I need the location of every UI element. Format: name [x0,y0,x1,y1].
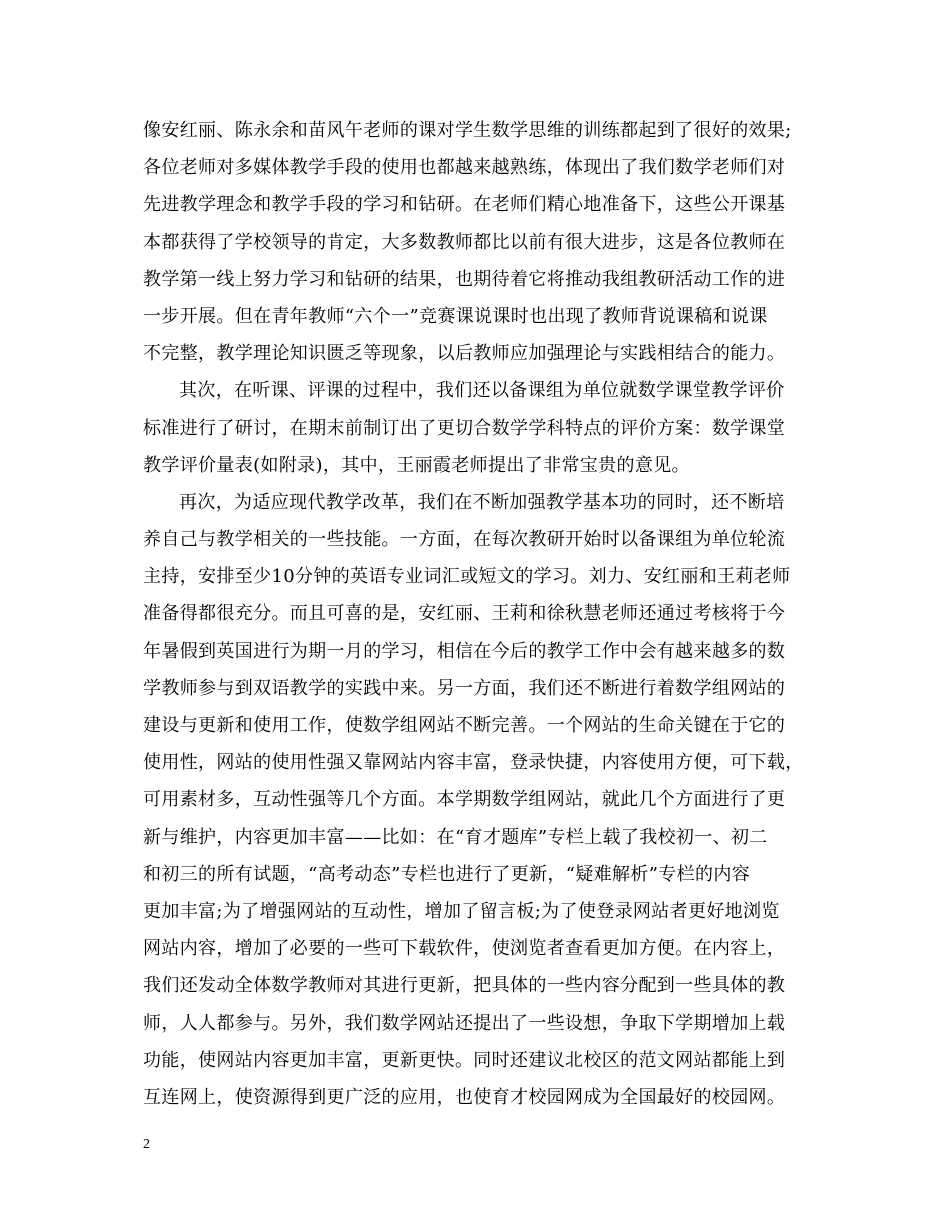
text-line: 网站内容，增加了必要的一些可下载软件，使浏览者查看更加方便。在内容上， [143,938,786,960]
text-line: 教学第一线上努力学习和钻研的结果，也期待着它将推动我组教研活动工作的进 [143,268,786,290]
text-line: 各位老师对多媒体教学手段的使用也都越来越熟练，体现出了我们数学老师们对 [143,157,786,179]
text-line: 我们还发动全体数学教师对其进行更新，把具体的一些内容分配到一些具体的教 [143,975,786,997]
text-line: 像安红丽、陈永余和苗风午老师的课对学生数学思维的训练都起到了很好的效果; [143,120,792,141]
text-line: 主持，安排至少10分钟的英语专业词汇或短文的学习。刘力、安红丽和王莉老师 [143,566,791,588]
page-number: 2 [143,1137,150,1152]
paragraph-first-line: 其次，在听课、评课的过程中，我们还以备课组为单位就数学课堂教学评价 [179,380,785,402]
body-text [143,112,813,1116]
text-line: 不完整，教学理论知识匮乏等现象，以后教师应加强理论与实践相结合的能力。 [143,343,786,365]
text-line: 更加丰富;为了增强网站的互动性，增加了留言板;为了使登录网站者更好地浏览 [143,900,780,922]
text-line: 养自己与教学相关的一些技能。一方面，在每次教研开始时以备课组为单位轮流 [143,529,786,551]
text-line: 建设与更新和使用工作，使数学组网站不断完善。一个网站的生命关键在于它的 [143,715,786,736]
text-line: 和初三的所有试题，“高考动态”专栏也进行了更新，“疑难解析”专栏的内容 [143,863,751,885]
text-line: 一步开展。但在青年教师“六个一”竞赛课说课时也出现了教师背说课稿和说课 [143,305,768,327]
text-line: 先进教学理念和教学手段的学习和钻研。在老师们精心地准备下，这些公开课基 [143,194,786,216]
text-line: 教学评价量表(如附录)，其中，王丽霞老师提出了非常宝贵的意见。 [143,454,690,476]
text-line: 准备得都很充分。而且可喜的是，安红丽、王莉和徐秋慧老师还通过考核将于今 [143,603,786,625]
text-line: 可用素材多，互动性强等几个方面。本学期数学组网站，就此几个方面进行了更 [143,789,786,811]
text-line: 新与维护，内容更加丰富——比如：在“育才题库”专栏上载了我校初一、初二 [143,826,768,848]
text-line: 师，人人都参与。另外，我们数学网站还提出了一些设想，争取下学期增加上载 [143,1012,786,1034]
text-line: 学教师参与到双语教学的实践中来。另一方面，我们还不断进行着数学组网站的 [143,677,786,699]
text-line: 互连网上，使资源得到更广泛的应用，也使育才校园网成为全国最好的校园网。 [143,1086,786,1108]
text-line: 年暑假到英国进行为期一月的学习，相信在今后的教学工作中会有越来越多的数 [143,640,786,662]
text-line: 本都获得了学校领导的肯定，大多数教师都比以前有很大进步，这是各位教师在 [143,231,786,253]
text-line: 功能，使网站内容更加丰富，更新更快。同时还建议北校区的范文网站都能上到 [143,1049,786,1071]
text-line: 使用性，网站的使用性强又靠网站内容丰富，登录快捷，内容使用方便，可下载， [143,752,804,774]
paragraph-first-line: 再次，为适应现代教学改革，我们在不断加强教学基本功的同时，还不断培 [179,491,785,513]
text-line: 标准进行了研讨，在期末前制订出了更切合数学学科特点的评价方案：数学课堂 [143,417,786,439]
